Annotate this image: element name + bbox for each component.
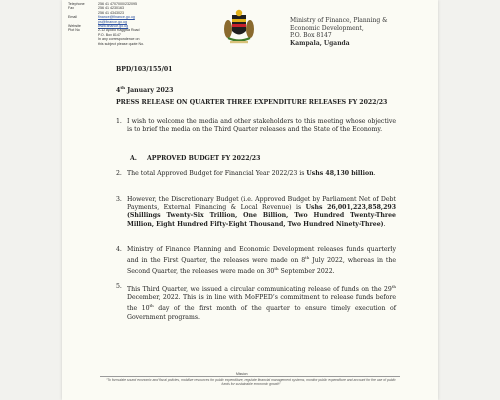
contact-row: this subject please quote No.: [98, 41, 145, 46]
website-link[interactable]: www.finance.go.ug: [98, 24, 129, 29]
contact-row: Plot No 2-12 Apollo Kaggwa Road: [68, 28, 140, 33]
footer-mission-text: “To formulate sound economic and fiscal policies, mobilize resources for public expenditure, regulate financial management systems, monitor public expenditure and account for the use of public funds for sustainable economic growth”: [106, 378, 396, 387]
contact-row: P.O. Box 8147: [98, 32, 121, 37]
paragraph-5: 5. This Third Quarter, we issued a circular communicating release of funds on the 29th December, 2022. This is in line with MoFPED’s commitment to release funds before the 10th day of the first month of the quarter to ensure timely execution of Government programs.: [116, 283, 396, 321]
contact-row: Website www.finance.go.ug: [68, 24, 129, 29]
contact-row: In any correspondence on: [98, 37, 140, 42]
section-heading: A. APPROVED BUDGET FY 2022/23: [130, 155, 261, 162]
paragraph-4: 4. Ministry of Finance Planning and Economic Development releases funds quarterly and in the First Quarter, the releases were made on 8th July 2022, whereas in the Second Quarter, the releases were made on 30th September 2022.: [116, 246, 397, 276]
footer-divider: [100, 376, 400, 377]
document-title: PRESS RELEASE ON QUARTER THREE EXPENDITURE RELEASES FY 2022/23: [116, 99, 388, 106]
email-link[interactable]: ps@finance.go.ug: [98, 19, 128, 24]
paragraph-2: 2. The total Approved Budget for Financial Year 2022/23 is Ushs 48,130 billion.: [116, 170, 376, 177]
document-date: 4th January 2023: [116, 85, 174, 95]
contact-row: Telephone 256 41 4707000/232095: [68, 2, 137, 6]
document-page: [62, 0, 438, 400]
contact-row: 256 41 4343023: [98, 10, 124, 15]
email-link[interactable]: finance@finance.go.ug: [98, 15, 135, 20]
coat-of-arms-icon: [222, 7, 256, 45]
reference-number: BPD/103/155/01: [116, 66, 173, 73]
footer-mission-label: Mission: [236, 372, 248, 376]
contact-block: [68, 2, 188, 46]
contact-row: Fax 256 41 4230163: [68, 6, 124, 11]
paragraph-1: 1. I wish to welcome the media and other stakeholders to this meeting whose objective is to brief the media on the Third Quarter releases and the State of the Economy.: [116, 118, 396, 134]
paragraph-3: 3. However, the Discretionary Budget (i.e. Approved Budget by Parliament Net of Debt Payments, External Financing & Local Revenue) is Ushs 26,001,223,858,293 (Shillings Twenty-Six Trillion, One Billion, Two Hundred Twenty-Three Million, Eight Hundred Fifty-Eight Thousand, Two Hundred Ninety-Three).: [116, 196, 396, 228]
contact-row: Email finance@finance.go.ug: [68, 15, 135, 20]
ministry-address: Ministry of Finance, Planning & Economic Development, P.O. Box 8147 Kampala, Uganda: [290, 17, 388, 47]
